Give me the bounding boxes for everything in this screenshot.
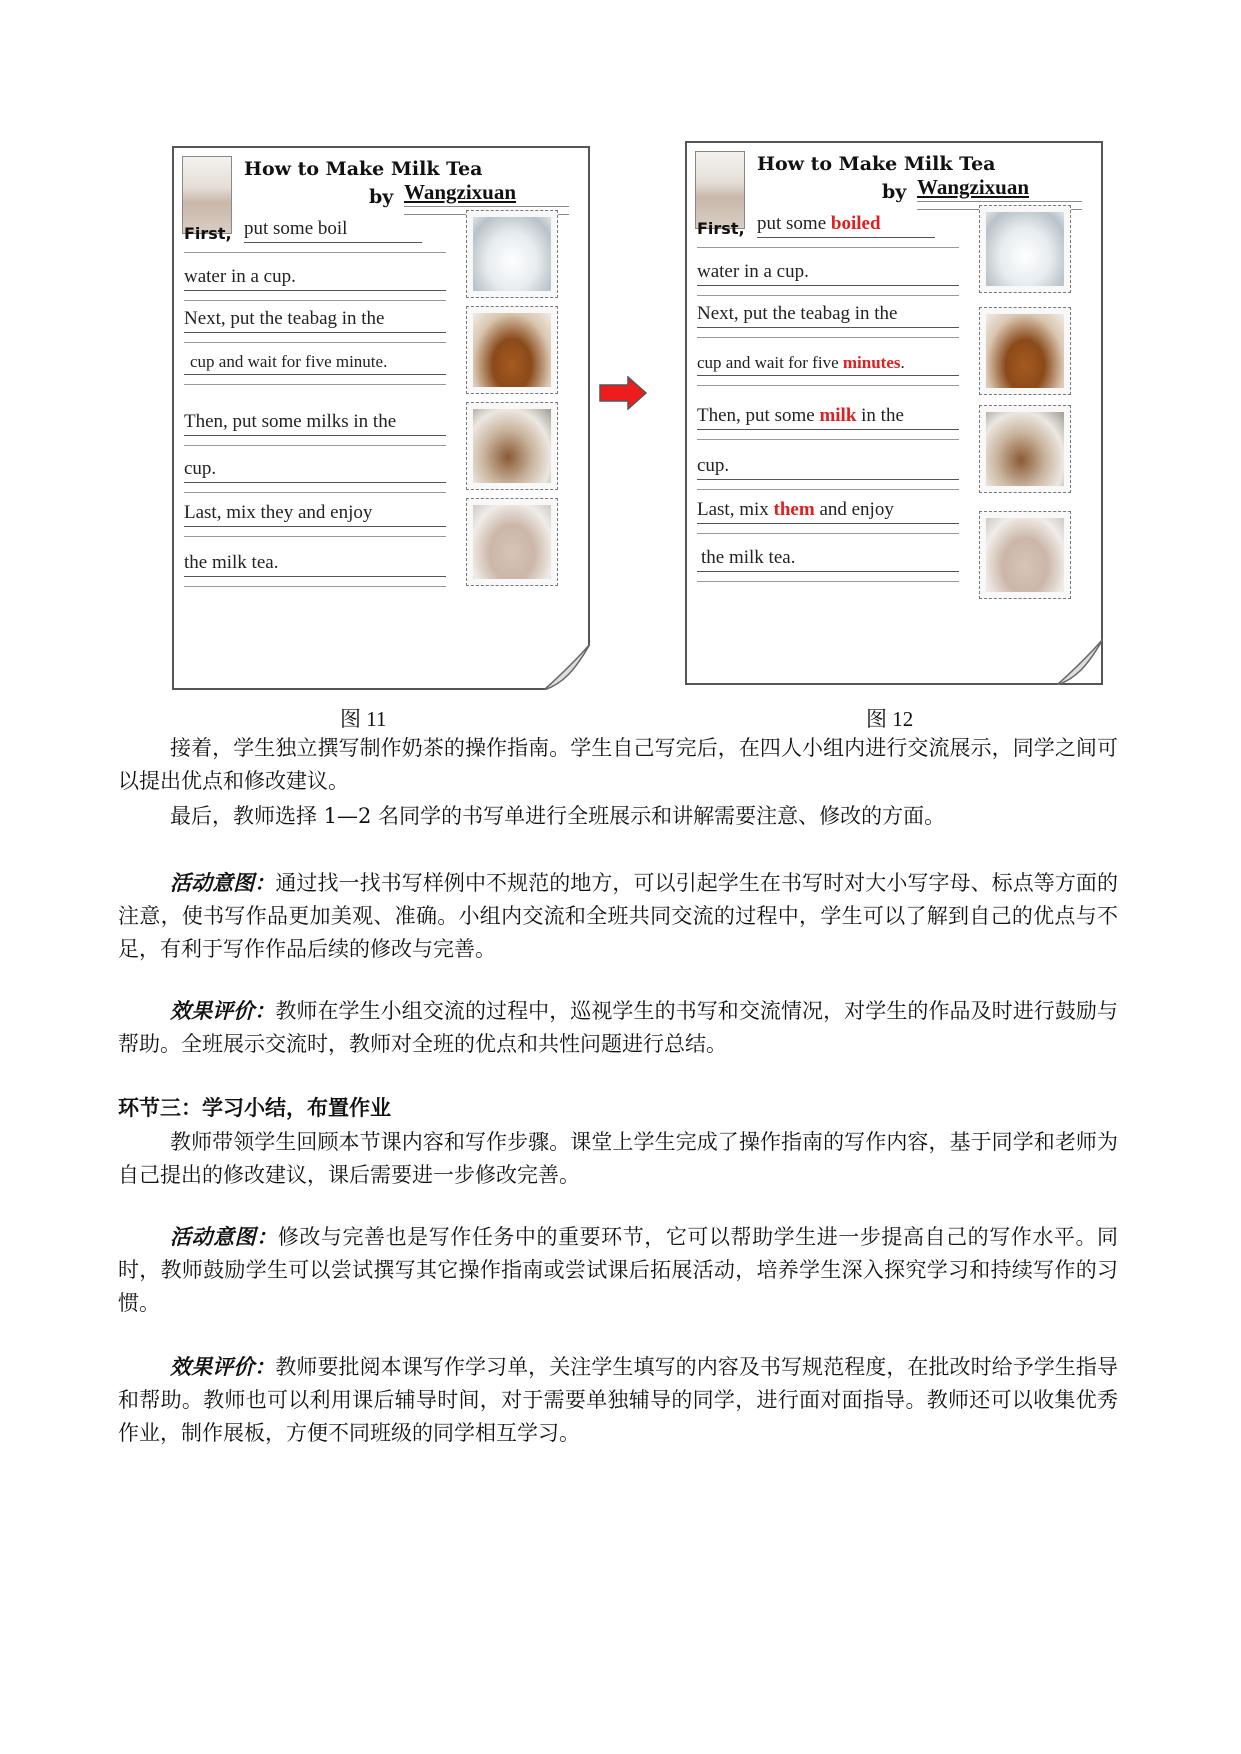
first-label: First, [697,219,745,238]
paragraph-5: 教师带领学生回顾本节课内容和写作步骤。课堂上学生完成了操作指南的写作内容，基于同学和老师为自己提出的修改建议，课后需要进一步修改完善。 [118,1130,1118,1187]
photo-milk-tea [466,498,558,586]
paragraph-activity-intent-1: 活动意图：通过找一找书写样例中不规范的地方，可以引起学生在书写时对大小写字母、标点等方面的注意，使书写作品更加美观、准确。小组内交流和全班共同交流的过程中，学生可以了解到自己的优点与不足，有利于写作作品后续的修改与完善。 [118,870,1118,961]
worksheet-figure-12 [685,141,1103,685]
first-label: First, [184,224,232,243]
line-3: Next, put the teabag in the [697,303,898,324]
line-1: put some boiled [757,213,881,234]
photo-water-cup [466,210,558,298]
photo-pour-milk [466,402,558,490]
line-7: Last, mix them and enjoy [697,499,894,520]
evaluation-label: 效果评价： [170,1354,276,1379]
correction: boiled [830,213,881,234]
line-4: cup and wait for five minute. [190,352,388,371]
author-name: Wangzixuan [917,175,1030,199]
photo-pour-milk [979,405,1071,493]
line-8: the milk tea. [184,552,279,573]
line-5: Then, put some milks in the [184,411,397,432]
by-label: by [369,186,394,208]
line-1: put some boil [244,218,348,239]
figure-12-caption: 图 12 [866,707,914,731]
page-curl-icon [1057,639,1103,685]
worksheet-figure-11 [172,146,590,690]
correction: them [773,499,815,520]
page-curl-icon [544,644,590,690]
correction: milk [819,405,857,426]
worksheet-title: How to Make Milk Tea [244,158,483,180]
correction: minutes [842,353,901,372]
writing-lines [697,143,959,613]
right-arrow-icon [598,376,648,410]
section-heading: 环节三：学习小结，布置作业 [118,1096,391,1120]
paragraph-evaluation-2: 效果评价：教师要批阅本课写作学习单，关注学生填写的内容及书写规范程度，在批改时给予学生指导和帮助。教师也可以利用课后辅导时间，对于需要单独辅导的同学，进行面对面指导。教师还可以收集优秀作业，制作展板，方便不同班级的同学相互学习。 [118,1354,1118,1445]
line-7: Last, mix they and enjoy [184,502,373,523]
line-2: water in a cup. [184,266,296,287]
line-6: cup. [697,455,730,476]
worksheet-title: How to Make Milk Tea [757,153,996,175]
writing-lines [184,148,446,618]
paragraph-2: 最后，教师选择 1—2 名同学的书写单进行全班展示和讲解需要注意、修改的方面。 [170,804,946,828]
photo-milk-tea [979,511,1071,599]
by-label: by [882,181,907,203]
evaluation-label: 效果评价： [170,998,276,1023]
activity-intent-label: 活动意图： [170,870,276,895]
figure-11-caption: 图 11 [340,707,387,731]
line-2: water in a cup. [697,261,809,282]
photo-teabag-cup [466,306,558,394]
activity-intent-label: 活动意图： [170,1224,278,1249]
photo-water-cup [979,205,1071,293]
line-4: cup and wait for five minutes. [697,353,905,372]
photo-teabag-cup [979,307,1071,395]
line-6: cup. [184,458,217,479]
line-5: Then, put some milk in the [697,405,904,426]
paragraph-evaluation-1: 效果评价：教师在学生小组交流的过程中，巡视学生的书写和交流情况，对学生的作品及时进行鼓励与帮助。全班展示交流时，教师对全班的优点和共性问题进行总结。 [118,998,1118,1056]
paragraph-activity-intent-2: 活动意图：修改与完善也是写作任务中的重要环节，它可以帮助学生进一步提高自己的写作水平。同时，教师鼓励学生可以尝试撰写其它操作指南或尝试课后拓展活动，培养学生深入探究学习和持续写作的习惯。 [118,1224,1119,1315]
author-name: Wangzixuan [404,180,517,204]
line-3: Next, put the teabag in the [184,308,385,329]
paragraph-1: 接着，学生独立撰写制作奶茶的操作指南。学生自己写完后，在四人小组内进行交流展示，同学之间可以提出优点和修改建议。 [118,736,1118,793]
line-8: the milk tea. [701,547,796,568]
